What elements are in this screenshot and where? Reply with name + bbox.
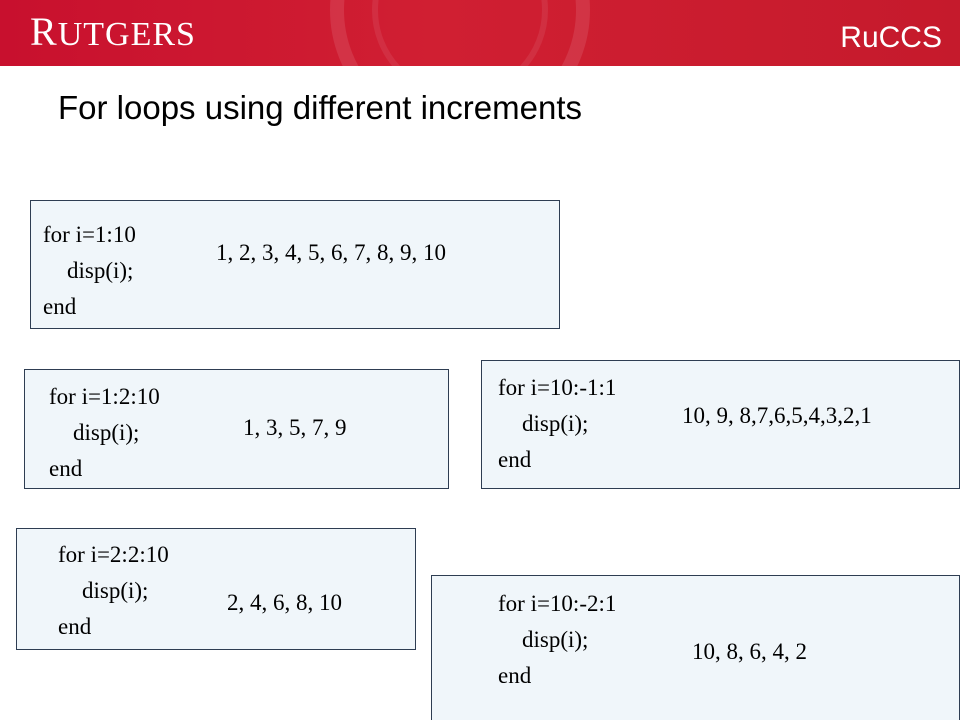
code-line-end: end	[58, 614, 92, 639]
example-box-step-minus-2	[431, 575, 960, 720]
slide-title: For loops using different increments	[58, 89, 582, 126]
example-box-step-2	[24, 369, 449, 489]
code-line-end: end	[43, 294, 77, 319]
code-line-end: end	[498, 447, 532, 472]
code-snippet	[43, 217, 136, 325]
code-line-for: for i=1:10	[43, 222, 136, 247]
rutgers-logo: RUTGERS	[30, 9, 196, 54]
loop-output: 1, 3, 5, 7, 9	[243, 415, 347, 440]
code-snippet	[58, 537, 169, 645]
code-snippet	[49, 379, 160, 487]
code-line-end: end	[49, 456, 83, 481]
code-line-for: for i=10:-1:1	[498, 375, 617, 400]
university-seal-inner-ring	[372, 0, 548, 66]
code-snippet	[498, 586, 616, 694]
example-box-start-2-step-2	[16, 528, 416, 650]
code-snippet	[498, 370, 616, 478]
loop-output: 10, 9, 8,7,6,5,4,3,2,1	[682, 403, 872, 428]
example-box-step-1	[30, 200, 560, 329]
org-name: RuCCS	[840, 21, 942, 54]
code-line-for: for i=1:2:10	[49, 384, 160, 409]
code-line-body: disp(i);	[67, 258, 134, 283]
loop-output: 2, 4, 6, 8, 10	[227, 590, 342, 615]
code-line-end: end	[498, 663, 532, 688]
code-line-body: disp(i);	[522, 627, 589, 652]
loop-output: 10, 8, 6, 4, 2	[692, 639, 807, 664]
code-line-body: disp(i);	[73, 420, 140, 445]
loop-output: 1, 2, 3, 4, 5, 6, 7, 8, 9, 10	[216, 240, 446, 265]
code-line-for: for i=10:-2:1	[498, 591, 617, 616]
code-line-body: disp(i);	[522, 411, 589, 436]
header-banner	[0, 0, 960, 66]
code-line-body: disp(i);	[82, 578, 149, 603]
example-box-step-minus-1	[481, 360, 960, 489]
code-line-for: for i=2:2:10	[58, 542, 169, 567]
